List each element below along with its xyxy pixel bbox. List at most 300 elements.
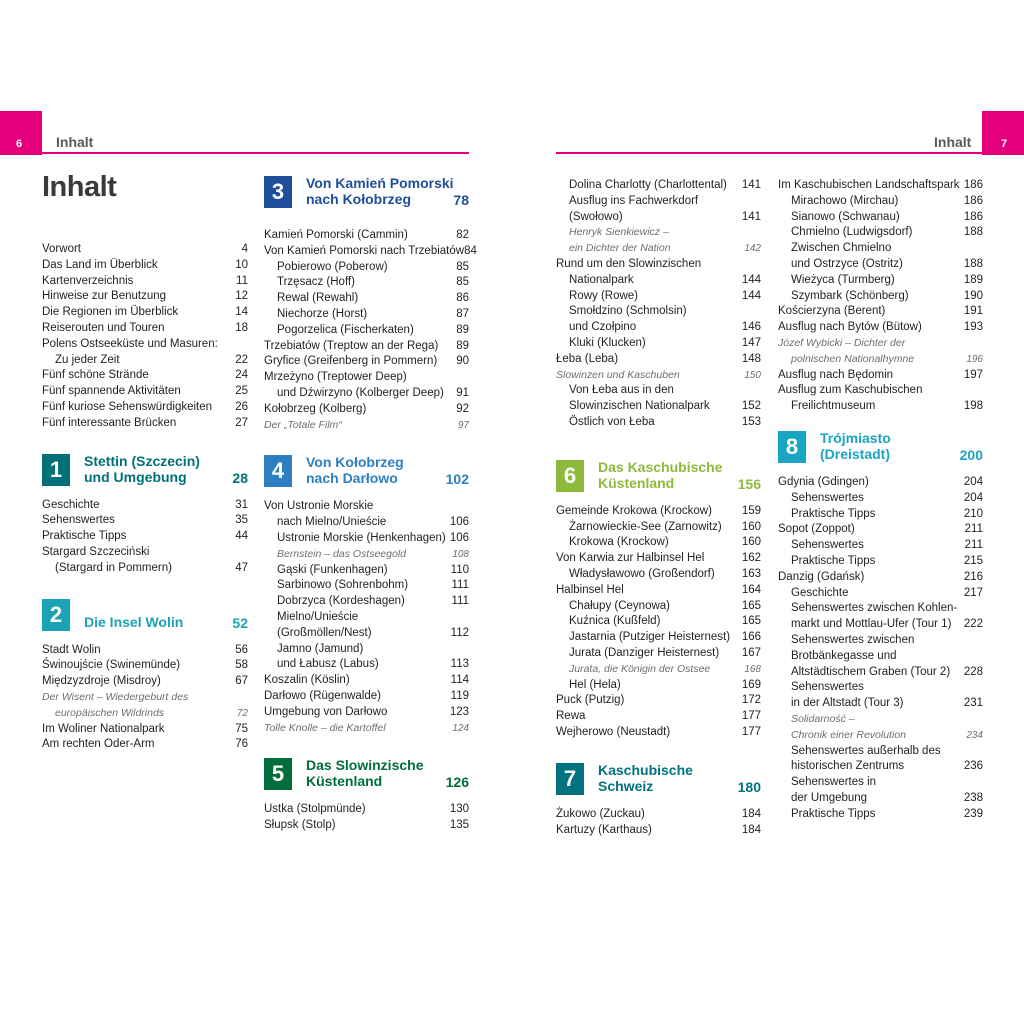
toc-entry (264, 563, 469, 579)
toc-entry-page: 215 (963, 554, 983, 567)
toc-entry-title: Sehenswertes (42, 514, 115, 527)
toc-entry-title: Mielno/Unieście (277, 610, 359, 623)
chapter-block (778, 431, 983, 823)
toc-entry (264, 657, 469, 673)
toc-entry-page: 165 (741, 599, 761, 612)
toc-entry-title: Umgebung von Darłowo (264, 705, 388, 718)
toc-entry (778, 538, 983, 554)
toc-entry (778, 617, 983, 633)
toc-entry-page (731, 194, 761, 210)
toc-entry (778, 759, 983, 775)
toc-entry-page (957, 601, 983, 617)
chapter-block (264, 175, 477, 433)
toc-entry-page (953, 633, 983, 649)
chapter-title (84, 614, 183, 630)
toc-entry-page: 211 (964, 539, 983, 552)
toc-entry-title: Trzebiatów (Treptow an der Rega) (264, 339, 439, 352)
toc-entry-title: Ausflug nach Bytów (Bütow) (778, 321, 922, 334)
toc-entry-title: Im Kaschubischen Landschaftspark (778, 179, 960, 191)
toc-entry (264, 818, 469, 834)
toc-entry-title: Sarbinowo (Sohrenbohm) (277, 579, 409, 592)
toc-entry-page: 222 (963, 618, 983, 631)
toc-entry (264, 418, 469, 434)
toc-entry-title: Sehenswertes außerhalb des (791, 744, 941, 757)
toc-entry-title: Mirachowo (Mirchau) (791, 194, 899, 207)
toc-entry-page: 135 (449, 819, 469, 832)
toc-entry-title: Józef Wybicki – Dichter der (778, 336, 906, 349)
chapter-page-number: 52 (232, 614, 248, 631)
chapter-number-badge: 6 (556, 460, 584, 492)
toc-entry-page: 188 (963, 226, 983, 239)
toc-entry-title: Dobrzyca (Kordeshagen) (277, 595, 405, 608)
toc-entry (778, 791, 983, 807)
toc-entry (556, 304, 761, 320)
toc-entry-title: Geschichte (42, 498, 100, 511)
toc-entry-title: Łeba (Leba) (556, 352, 619, 365)
chapter-block (42, 599, 248, 754)
toc-entry-page: 217 (963, 586, 983, 599)
toc-entry (42, 258, 248, 274)
toc-entry (556, 194, 761, 210)
toc-entry-page: 76 (235, 738, 248, 751)
toc-entry (556, 662, 761, 678)
chapter-page-number: 78 (453, 192, 469, 208)
toc-entry-page: 106 (449, 516, 469, 529)
toc-entry (42, 368, 248, 384)
toc-entry-page (439, 610, 469, 626)
toc-entry-page: 172 (741, 694, 761, 707)
toc-entry-title: und Czołpino (569, 321, 637, 334)
chapter-block (264, 455, 469, 736)
toc-entry-page (218, 337, 248, 353)
toc-entry (42, 274, 248, 290)
toc-entry-title: Kuźnica (Kußfeld) (569, 615, 661, 628)
toc-entry-page: 198 (963, 400, 983, 413)
toc-entry-page (953, 383, 983, 399)
toc-column-4 (778, 178, 983, 822)
toc-entry-title: Die Regionen im Überblick (42, 306, 179, 319)
toc-entry-title: (Swołowo) (569, 210, 623, 223)
chapter-title (306, 175, 454, 207)
toc-entry-title: Praktische Tipps (791, 554, 876, 567)
chapter-title (84, 453, 200, 485)
toc-entry (556, 630, 761, 646)
toc-entry-page: 12 (235, 290, 248, 303)
toc-entry-page: 124 (452, 722, 469, 734)
chapter-block (264, 758, 469, 834)
chapter-title-line-2: Küstenland (598, 474, 675, 491)
toc-entry-page (731, 225, 761, 241)
chapter-number-badge: 3 (264, 176, 292, 208)
toc-entry-page (218, 690, 248, 706)
toc-entry-title: Geschichte (791, 586, 849, 599)
toc-entry-page: 14 (235, 306, 248, 319)
toc-entry (264, 610, 469, 626)
toc-entry-page: 186 (963, 210, 983, 223)
toc-entry (556, 535, 761, 551)
left-page-number-tab: 6 (0, 111, 42, 155)
toc-entry (264, 323, 469, 339)
toc-entry (556, 614, 761, 630)
toc-entry-page: 189 (963, 273, 983, 286)
toc-entry-title: Fünf kuriose Sehenswürdigkeiten (42, 400, 213, 413)
toc-entry (264, 515, 469, 531)
toc-entry (42, 321, 248, 337)
toc-entry-page: 166 (741, 631, 761, 644)
chapter-block (556, 460, 761, 741)
toc-entry-page: 85 (456, 276, 469, 289)
toc-column-1 (42, 171, 248, 753)
toc-entry-title: Sehenswertes (791, 539, 864, 552)
toc-entry-page: 186 (963, 194, 983, 207)
toc-entry-title: Kluki (Klucken) (569, 336, 646, 349)
chapter-title-line-1: Von Kamień Pomorski (306, 175, 454, 191)
toc-entry (264, 354, 469, 370)
toc-entry (778, 194, 983, 210)
chapter-title (306, 454, 404, 486)
page-title: Inhalt (42, 171, 117, 203)
chapter-heading (778, 431, 983, 471)
toc-entry (556, 583, 761, 599)
toc-entry-page: 231 (963, 697, 983, 710)
toc-entry-title: Bernstein – das Ostseegold (277, 547, 406, 560)
toc-entry-title: Altstädtischem Graben (Tour 2) (791, 665, 951, 678)
toc-entry-page: 239 (963, 807, 983, 820)
toc-entry (556, 368, 761, 384)
toc-entry-page: 22 (235, 353, 248, 366)
toc-entry-title: (Stargard in Pommern) (55, 561, 172, 574)
chapter-continuation (556, 178, 761, 431)
toc-entry-title: Kartuzy (Karthaus) (556, 823, 652, 836)
right-page-number-tab: 7 (982, 111, 1024, 155)
toc-entry-page: 177 (741, 725, 761, 738)
toc-entry-page: 211 (964, 523, 983, 536)
toc-entry-title: Von Karwia zur Halbinsel Hel (556, 552, 705, 565)
chapter-number-badge: 2 (42, 599, 70, 631)
toc-entry-page (439, 499, 469, 515)
toc-entry-page (953, 649, 983, 665)
toc-entry-page (953, 712, 983, 728)
toc-entry (778, 491, 983, 507)
toc-entry (556, 210, 761, 226)
toc-entry-page: 90 (456, 355, 469, 368)
toc-entry-title: Brotbänkegasse und (791, 649, 897, 662)
toc-entry (264, 689, 469, 705)
toc-entry-page: 26 (235, 400, 248, 413)
chapter-heading (556, 763, 761, 803)
chapter-title-line-1: Kaschubische (598, 761, 693, 778)
toc-entry-page: 188 (963, 257, 983, 270)
chapter-page-number: 200 (959, 446, 983, 463)
toc-entry-title: Jurata, die Königin der Ostsee (569, 662, 711, 675)
toc-entry-title: Szymbark (Schönberg) (791, 289, 909, 302)
toc-entry (42, 706, 248, 722)
toc-entry-page: 163 (741, 567, 761, 580)
toc-entry (556, 225, 761, 241)
toc-entry-title: Kołobrzeg (Kolberg) (264, 402, 367, 415)
chapter-page-number: 102 (445, 471, 469, 488)
toc-entry (778, 554, 983, 570)
toc-entry (264, 673, 469, 689)
toc-entry-title: Ustka (Stolpmünde) (264, 803, 366, 816)
toc-entry-title: Chronik einer Revolution (791, 728, 906, 741)
toc-entry-page: 169 (741, 678, 761, 691)
toc-entry-title: Vorwort (42, 243, 81, 255)
chapter-heading (42, 454, 248, 494)
toc-entry (556, 567, 761, 583)
toc-entry-page: 150 (744, 369, 761, 381)
chapter-title-line-1: Von Kołobrzeg (306, 454, 404, 471)
toc-entry-page: 84 (464, 244, 477, 257)
toc-entry (778, 522, 983, 538)
toc-entry (778, 507, 983, 523)
toc-entry (556, 693, 761, 709)
toc-entry-title: Ausflug ins Fachwerkdorf (569, 194, 699, 207)
toc-entry-title: Gryfice (Greifenberg in Pommern) (264, 355, 438, 368)
chapter-heading (264, 455, 469, 495)
chapter-page-number: 28 (232, 469, 248, 486)
toc-entry-page: 67 (235, 675, 248, 688)
toc-entry (778, 241, 983, 257)
toc-entry-title: Trzęsacz (Hoff) (277, 276, 355, 289)
toc-entry-page: 110 (450, 563, 469, 576)
toc-entry-page: 190 (963, 289, 983, 302)
toc-entry-title: Krokowa (Krockow) (569, 536, 669, 549)
toc-entry-page: 144 (741, 289, 761, 302)
toc-entry-page: 47 (235, 561, 248, 574)
toc-entry (42, 561, 248, 577)
toc-entry (264, 547, 469, 563)
toc-entry (778, 586, 983, 602)
toc-entry (778, 601, 983, 617)
chapter-title-line-2: nach Kołobrzeg (306, 191, 412, 207)
toc-entry-title: Żukowo (Zuckau) (556, 807, 645, 820)
chapter-title-line-2: Küstenland (306, 773, 383, 790)
toc-entry-title: Wieżyca (Turmberg) (791, 273, 895, 286)
chapter-title (306, 757, 423, 789)
toc-entry-page: 153 (741, 415, 761, 428)
toc-entry (556, 383, 761, 399)
toc-entry-page: 58 (235, 659, 248, 672)
toc-entry (264, 802, 469, 818)
toc-entry-title: historischen Zentrums (791, 760, 905, 773)
toc-column-2 (264, 175, 477, 834)
toc-entry (778, 257, 983, 273)
toc-entry (556, 178, 761, 194)
toc-entry-page: 152 (741, 400, 761, 413)
toc-entry-page: 89 (456, 339, 469, 352)
toc-entry-title: Von Łeba aus in den (569, 384, 674, 397)
toc-entry (778, 383, 983, 399)
toc-entry-title: Smołdzino (Schmolsin) (569, 305, 687, 318)
toc-entry-page: 238 (963, 791, 983, 804)
toc-entry (42, 289, 248, 305)
toc-entry-title: Das Land im Überblick (42, 258, 158, 271)
toc-entry-title: Solidarność – (791, 712, 855, 725)
toc-entry (556, 257, 761, 273)
toc-entry-page: 234 (966, 729, 983, 741)
chapter-number-badge: 8 (778, 431, 806, 463)
toc-entry (264, 578, 469, 594)
toc-entry (778, 475, 983, 491)
toc-entry (42, 353, 248, 369)
toc-entry (42, 722, 248, 738)
toc-entry (42, 384, 248, 400)
toc-entry-title: und Ostrzyce (Ostritz) (791, 257, 903, 270)
toc-entry-page: 108 (452, 548, 469, 560)
toc-entry-page: 11 (236, 274, 248, 287)
toc-entry-page: 91 (456, 386, 469, 399)
toc-entry-title: Sehenswertes (791, 491, 864, 504)
toc-entry (42, 242, 248, 258)
toc-entry (42, 337, 248, 353)
toc-entry-page: 75 (235, 722, 248, 735)
toc-entry (778, 289, 983, 305)
chapter-number-badge: 7 (556, 763, 584, 795)
toc-entry-title: markt und Mottlau-Ufer (Tour 1) (791, 618, 952, 631)
chapter-title (598, 459, 723, 491)
intro-entry-list (42, 242, 248, 432)
chapter-title-line-2: Schweiz (598, 777, 654, 794)
toc-entry-page: 114 (450, 674, 469, 687)
toc-entry (264, 705, 469, 721)
toc-entry-page: 35 (235, 514, 248, 527)
toc-entry (264, 370, 469, 386)
toc-entry-page: 141 (741, 179, 761, 191)
toc-entry-page: 144 (741, 273, 761, 286)
left-running-head: Inhalt (56, 134, 94, 150)
toc-entry (42, 529, 248, 545)
toc-entry (556, 678, 761, 694)
toc-entry (264, 721, 469, 737)
toc-entry (42, 658, 248, 674)
chapter-block (556, 763, 761, 839)
chapter-heading (42, 599, 248, 639)
toc-entry-title: Der „Totale Film“ (264, 418, 342, 431)
chapter-heading (264, 758, 469, 798)
toc-entry-page: 44 (235, 530, 248, 543)
toc-entry-title: Fünf schöne Strände (42, 369, 149, 382)
chapter-page-number: 126 (445, 774, 469, 791)
chapter-title-line-1: Trójmiasto (820, 429, 891, 446)
toc-entry (264, 402, 469, 418)
toc-entry-page: 112 (450, 626, 469, 639)
toc-entry-title: Sopot (Zoppot) (778, 523, 855, 536)
toc-entry-page (439, 642, 469, 658)
toc-entry-title: Sianowo (Schwanau) (791, 210, 900, 223)
toc-entry (778, 225, 983, 241)
toc-entry (264, 626, 469, 642)
toc-entry-page: 111 (451, 579, 469, 592)
toc-entry-title: Rowy (Rowe) (569, 289, 639, 302)
toc-column-3 (556, 178, 761, 838)
toc-entry-page: 159 (741, 504, 761, 517)
toc-entry (778, 352, 983, 368)
toc-entry-page: 18 (235, 321, 248, 334)
toc-entry (556, 823, 761, 839)
toc-entry (264, 275, 469, 291)
toc-entry-title: Fünf spannende Aktivitäten (42, 385, 181, 398)
toc-entry-title: Nationalpark (569, 273, 634, 286)
toc-entry-title: Jamno (Jamund) (277, 642, 364, 655)
toc-entry (264, 642, 469, 658)
toc-entry-title: Gdynia (Gdingen) (778, 475, 869, 488)
toc-entry-page: 86 (456, 292, 469, 305)
toc-entry (556, 241, 761, 257)
toc-entry (556, 273, 761, 289)
toc-entry-title: Stadt Wolin (42, 643, 101, 656)
chapter-heading (556, 460, 761, 500)
toc-entry (264, 499, 469, 515)
toc-entry-title: Darłowo (Rügenwalde) (264, 689, 381, 702)
toc-entry-title: Puck (Putzig) (556, 694, 625, 707)
toc-entry-page: 193 (963, 321, 983, 334)
toc-entry-title: Jastarnia (Putziger Heisternest) (569, 631, 731, 644)
toc-entry-title: Międzyzdroje (Misdroy) (42, 675, 161, 688)
toc-entry-title: Żarnowieckie-See (Zarnowitz) (569, 520, 722, 533)
toc-entry (556, 646, 761, 662)
toc-entry-page: 27 (235, 416, 248, 429)
toc-entry-title: Świnoujście (Swinemünde) (42, 659, 181, 672)
toc-entry (42, 643, 248, 659)
toc-entry (778, 633, 983, 649)
toc-entry (264, 260, 469, 276)
toc-entry-page: 97 (457, 419, 469, 431)
toc-entry-page: 204 (963, 491, 983, 504)
toc-entry-title: Zwischen Chmielno (791, 242, 892, 255)
toc-entry-page (731, 383, 761, 399)
toc-entry-title: europäischen Wildrinds (55, 706, 165, 719)
toc-entry (42, 498, 248, 514)
toc-entry-page: 177 (741, 710, 761, 723)
chapter-block (42, 454, 248, 577)
toc-entry-page: 141 (741, 210, 761, 223)
toc-entry-page: 204 (963, 475, 983, 488)
chapter-page-number: 180 (737, 778, 761, 795)
chapter-heading (264, 176, 469, 216)
right-running-head: Inhalt (934, 134, 972, 150)
toc-entry-page: 25 (235, 385, 248, 398)
toc-entry-title: Im Woliner Nationalpark (42, 722, 165, 735)
toc-entry (42, 674, 248, 690)
toc-entry (556, 807, 761, 823)
toc-entry (556, 415, 761, 431)
toc-entry (556, 399, 761, 415)
toc-entry-page: 196 (966, 353, 983, 365)
toc-entry-title: Ausflug zum Kaschubischen (778, 384, 923, 397)
toc-entry-page: 24 (235, 369, 248, 382)
toc-entry (42, 737, 248, 753)
toc-entry-page: 113 (450, 658, 469, 671)
toc-entry-page: 106 (449, 531, 469, 544)
toc-entry (778, 696, 983, 712)
toc-entry (42, 400, 248, 416)
toc-entry-title: Östlich von Łeba (569, 415, 655, 428)
toc-entry (264, 531, 469, 547)
toc-entry-page (953, 744, 983, 760)
toc-entry-title: Niechorze (Horst) (277, 307, 368, 320)
toc-entry-page (218, 545, 248, 561)
toc-entry-title: Sehenswertes zwischen Kohlen- (791, 602, 958, 615)
toc-entry-title: Tolle Knolle – die Kartoffel (264, 721, 386, 734)
toc-entry (42, 545, 248, 561)
toc-entry-page: 216 (963, 570, 983, 583)
toc-entry-page: 142 (744, 243, 761, 255)
toc-entry-title: nach Mielno/Unieście (277, 516, 387, 529)
chapter-title-line-1: Stettin (Szczecin) (84, 452, 200, 469)
left-header-rule (42, 152, 469, 154)
toc-entry-title: Chmielno (Ludwigsdorf) (791, 226, 913, 239)
